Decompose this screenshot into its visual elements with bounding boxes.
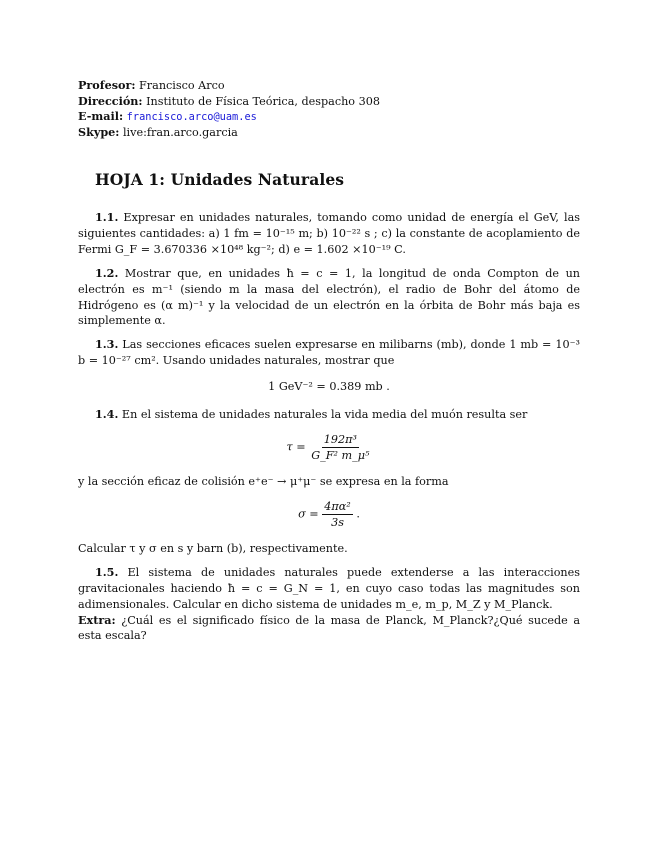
closing-text: Calcular τ y σ en s y barn (b), respectivamente. (78, 541, 348, 555)
extra-label: Extra: (78, 612, 116, 627)
equation-tail: . (356, 507, 360, 521)
skype-label: Skype: (78, 124, 120, 139)
denominator: 3s (331, 515, 344, 529)
skype-value: live:fran.arco.garcia (122, 125, 238, 139)
equation-cross-section (78, 500, 580, 529)
extra-line (78, 613, 580, 645)
profesor-line (78, 78, 580, 94)
problem-number: 1.5. (95, 564, 119, 579)
email-line (78, 109, 580, 125)
profesor-value: Francisco Arco (139, 79, 225, 92)
problem-number: 1.1. (95, 210, 119, 224)
problem-number: 1.3. (95, 337, 119, 352)
numerator: 192π³ (323, 432, 357, 446)
problem-1-2 (78, 266, 580, 330)
direccion-label: Dirección: (78, 93, 143, 108)
problem-text: Mostrar que, en unidades ħ = c = 1, la longitud de onda Compton de un electrón es m⁻¹ (siendo m la masa del electrón), el radio de Bohr del átomo de Hidrógeno es (α m)⁻¹ y la velocidad de un electrón en la órbita de Bohr más baja es simplemente α. (78, 266, 580, 328)
direccion-line (78, 94, 580, 110)
skype-line (78, 125, 580, 141)
email-link[interactable]: francisco.arco@uam.es (126, 111, 257, 123)
problem-text: Expresar en unidades naturales, tomando como unidad de energía el GeV, las siguientes cantidades: a) 1 fm = 10⁻¹⁵ m; b) 10⁻²² s ; c) la constante de acoplamiento de Fermi G_F = 3.670336 ×10⁴⁸ kg⁻²; d) e = 1.602 ×10⁻¹⁹ C. (78, 211, 580, 256)
equation-lhs: σ = (298, 507, 319, 521)
email-label: E-mail: (78, 109, 124, 123)
profesor-label: Profesor: (78, 78, 136, 92)
problem-number: 1.2. (95, 265, 119, 280)
problem-1-5 (78, 565, 580, 645)
problem-text: En el sistema de unidades naturales la vida media del muón resulta ser (121, 408, 528, 422)
fraction (309, 433, 371, 462)
problem-1-1 (78, 210, 580, 258)
extra-text: ¿Cuál es el significado físico de la masa de Planck, M_Planck?¿Qué sucede a esta escala? (78, 613, 581, 643)
problem-number: 1.4. (95, 407, 119, 422)
course-header (78, 78, 580, 140)
fraction (322, 500, 353, 529)
direccion-value: Instituto de Física Teórica, despacho 308 (146, 94, 380, 108)
problem-1-3 (78, 337, 580, 395)
equation-gev-mb: 1 GeV⁻² = 0.389 mb . (268, 380, 390, 394)
numerator: 4πα² (324, 499, 351, 513)
equation-muon-lifetime (78, 433, 580, 462)
problem-text: El sistema de unidades naturales puede extenderse a las interacciones gravitacionales haciendo ħ = c = G_N = 1, en cuyo caso todas las magnitudes son adimensionales. Calcular en dicho sistema de unidades m_e, m_p, M_Z y M_Planck. (78, 565, 581, 611)
problem-text: Las secciones eficaces suelen expresarse en milibarns (mb), donde 1 mb = 10⁻³ b = 10⁻²⁷ cm². Usando unidades naturales, mostrar que (78, 338, 580, 368)
sheet-title: HOJA 1: Unidades Naturales (95, 170, 345, 189)
middle-text: y la sección eficaz de colisión e⁺e⁻ → μ⁺μ⁻ se expresa en la forma (78, 474, 449, 488)
equation-lhs: τ = (286, 440, 306, 454)
problem-1-4 (78, 407, 580, 557)
denominator: G_F² m_μ⁵ (311, 448, 370, 462)
document-page (78, 78, 580, 644)
